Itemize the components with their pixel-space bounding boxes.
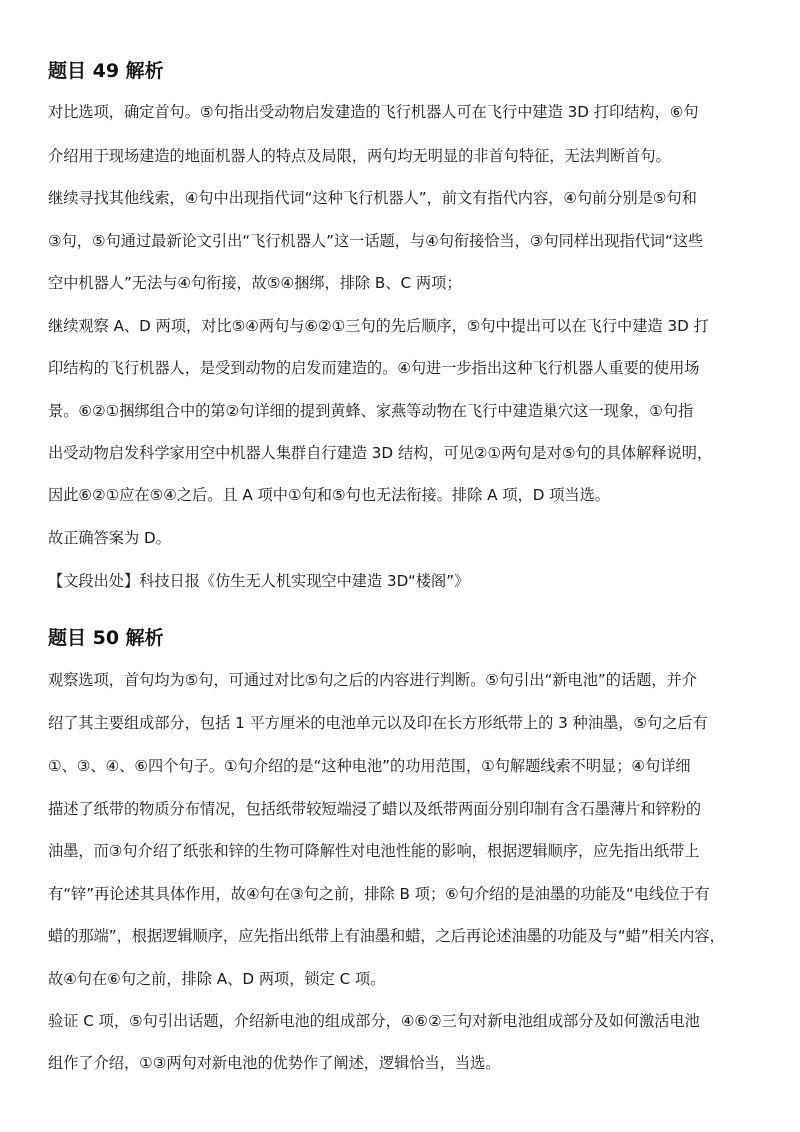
paragraph-line: 油墨，而③句介绍了纸张和锌的生物可降解性对电池性能的影响，根据逻辑顺序，应先指出纸带上 [48,842,700,860]
paragraph-line: ③句，⑤句通过最新论文引出“飞行机器人”这一话题，与④句衔接恰当，③句同样出现指代词“这些 [48,232,704,250]
answer-line: 故正确答案为 D。 [48,529,171,547]
paragraph-line: 印结构的飞行机器人，是受到动物的启发而建造的。④句进一步指出这种飞行机器人重要的使用场 [48,359,700,377]
section-title-49: 题目 49 解析 [48,60,164,82]
paragraph-line: 继续寻找其他线索，④句中出现指代词“这种飞行机器人”，前文有指代内容，④句前分别是⑤句和 [48,189,697,207]
paragraph-line: 出受动物启发科学家用空中机器人集群自行建造 3D 结构，可见②①两句是对⑤句的具体解释说明， [48,444,713,462]
paragraph-line: 有“锌”再论述其具体作用，故④句在③句之前，排除 B 项；⑥句介绍的是油墨的功能及“电线位于有 [48,885,710,903]
paragraph-line: 介绍用于现场建造的地面机器人的特点及局限，两句均无明显的非首句特征，无法判断首句。 [48,147,671,165]
paragraph-line: 继续观察 A、D 两项，对比⑤④两句与⑥②①三句的先后顺序，⑤句中提出可以在飞行中建造 3D 打 [48,317,709,335]
source-line: 【文段出处】科技日报《仿生无人机实现空中建造 3D“楼阁”》 [48,572,470,590]
paragraph-line: 组作了介绍，①③两句对新电池的优势作了阐述，逻辑恰当，当选。 [48,1054,501,1072]
section-title-50: 题目 50 解析 [48,627,164,649]
paragraph-line: 故④句在⑥句之前，排除 A、D 两项，锁定 C 项。 [48,970,386,988]
paragraph-line: 验证 C 项，⑤句引出话题，介绍新电池的组成部分，④⑥②三句对新电池组成部分及如何激活电池 [48,1012,700,1030]
paragraph-line: 景。⑥②①捆绑组合中的第②句详细的提到黄蜂、家燕等动物在飞行中建造巢穴这一现象，①句指 [48,402,694,420]
paragraph-line: 蜡的那端”，根据逻辑顺序，应先指出纸带上有油墨和蜡，之后再论述油墨的功能及与“蜡”相关内容， [48,927,725,945]
paragraph-line: 对比选项，确定首句。⑤句指出受动物启发建造的飞行机器人可在飞行中建造 3D 打印结构，⑥句 [48,103,699,121]
paragraph-line: ①、③、④、⑥四个句子。①句介绍的是“这种电池”的功用范围，①句解题线索不明显；④句详细 [48,757,691,775]
paragraph-line: 因此⑥②①应在⑤④之后。且 A 项中①句和⑤句也无法衔接。排除 A 项，D 项当选。 [48,486,610,504]
paragraph-line: 观察选项，首句均为⑤句，可通过对比⑤句之后的内容进行判断。⑤句引出“新电池”的话题，并介 [48,671,697,689]
paragraph-line: 绍了其主要组成部分，包括 1 平方厘米的电池单元以及印在长方形纸带上的 3 种油墨，⑤句之后有 [48,714,708,732]
paragraph-line: 空中机器人”无法与④句衔接，故⑤④捆绑，排除 B、C 两项； [48,274,462,292]
paragraph-line: 描述了纸带的物质分布情况，包括纸带较短端浸了蜡以及纸带两面分别印制有含石墨薄片和锌粉的 [48,800,702,818]
